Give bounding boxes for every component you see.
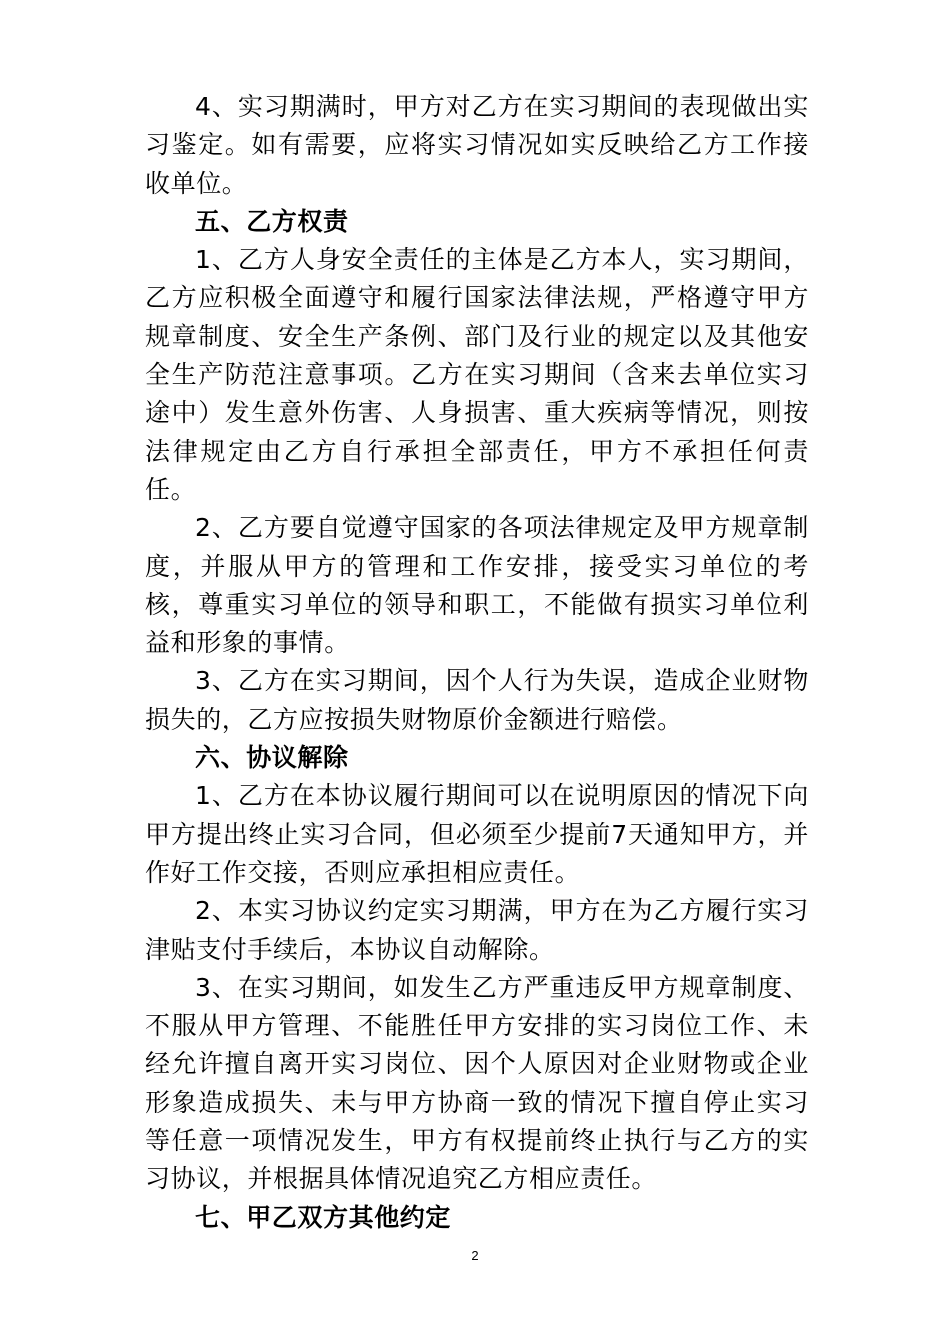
clause-3-compensation: 3、乙方在实习期间，因个人行为失误，造成企业财物损失的，乙方应按损失财物原价金额进行赔偿。 xyxy=(145,666,809,734)
document-page xyxy=(145,88,809,1237)
clause-4-internship-appraisal: 4、实习期满时，甲方对乙方在实习期间的表现做出实习鉴定。如有需要，应将实习情况如实反映给乙方工作接收单位。 xyxy=(145,92,809,198)
section-heading-party-b-rights: 五、乙方权责 xyxy=(195,206,349,236)
section-heading-other-agreements: 七、甲乙双方其他约定 xyxy=(195,1202,452,1232)
clause-1-personal-safety: 1、乙方人身安全责任的主体是乙方本人，实习期间，乙方应积极全面遵守和履行国家法律法规，严格遵守甲方规章制度、安全生产条例、部门及行业的规定以及其他安全生产防范注意事项。乙方在实习期间（含来去单位实习途中）发生意外伤害、人身损害、重大疾病等情况，则按法律规定由乙方自行承担全部责任，甲方不承担任何责任。 xyxy=(145,245,809,504)
clause-3-termination-for-cause: 3、在实习期间，如发生乙方严重违反甲方规章制度、不服从甲方管理、不能胜任甲方安排的实习岗位工作、未经允许擅自离开实习岗位、因个人原因对企业财物或企业形象造成损失、未与甲方协商一致的情况下擅自停止实习等任意一项情况发生，甲方有权提前终止执行与乙方的实习协议，并根据具体情况追究乙方相应责任。 xyxy=(145,972,809,1194)
clause-2-automatic-termination: 2、本实习协议约定实习期满，甲方在为乙方履行实习津贴支付手续后，本协议自动解除。 xyxy=(145,896,809,964)
clause-2-obey-rules: 2、乙方要自觉遵守国家的各项法律规定及甲方规章制度，并服从甲方的管理和工作安排，接受实习单位的考核，尊重实习单位的领导和职工，不能做有损实习单位利益和形象的事情。 xyxy=(145,513,809,658)
page-number: 2 xyxy=(471,1248,479,1263)
section-heading-termination: 六、协议解除 xyxy=(195,743,349,773)
clause-1-early-termination-notice: 1、乙方在本协议履行期间可以在说明原因的情况下向甲方提出终止实习合同，但必须至少提前7天通知甲方，并作好工作交接，否则应承担相应责任。 xyxy=(145,781,809,887)
